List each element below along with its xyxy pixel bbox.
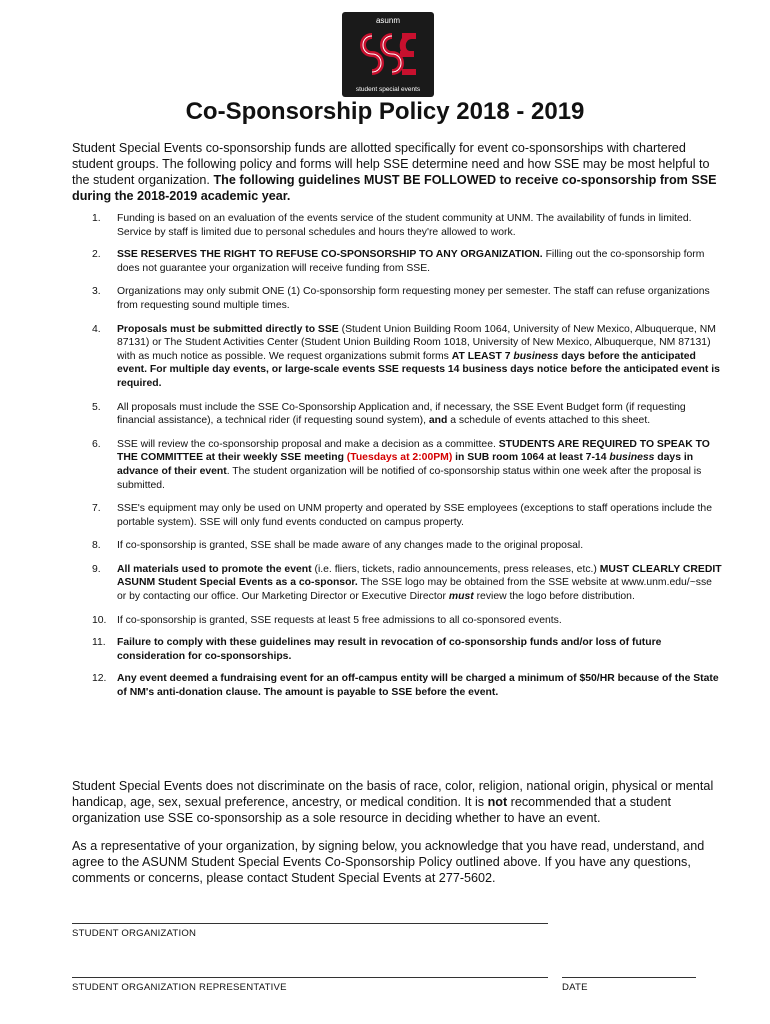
policy-item-text [117,502,724,529]
policy-item-text [117,563,724,604]
policy-item-segment: MUST CLEARLY CREDIT ASUNM Student Special Events as a co-sponsor. [117,563,722,589]
policy-item [72,614,724,628]
policy-item [72,672,724,699]
intro-bold-text: The following guidelines MUST BE FOLLOWED to receive co-sponsorship from SSE during the 2018-2019 academic year. [72,173,717,203]
policy-item-segment: STUDENTS ARE REQUIRED TO SPEAK TO THE COMMITTEE at their weekly SSE meeting [117,438,710,464]
date-line[interactable] [562,977,696,978]
policy-item-segment: All proposals must include the SSE Co-Sponsorship Application and, if necessary, the SSE Event Budget form (if requesting financial assistance), a technical rider (if requesting sound system), [117,401,686,427]
policy-item-number: 7. [92,503,101,515]
policy-item-segment: If co-sponsorship is granted, SSE shall be made aware of any changes made to the original proposal. [117,540,584,552]
policy-item-segment: in SUB room 1064 at least 7-14 [452,452,610,464]
organization-signature-line[interactable] [72,923,548,924]
policy-item-number: 1. [92,213,101,224]
policy-item-segment: AT LEAST 7 [451,350,514,362]
policy-item-number: 8. [92,540,101,552]
non-discrimination-paragraph [72,778,722,826]
policy-item-segment: Funding is based on an evaluation of the events service of the student community at UNM. The availability of funds in limited. Service by staff is limited due to personal schedules and hours they're allowed to work. [117,213,692,238]
intro-text: Student Special Events co-sponsorship funds are allotted specifically for event co-sponsorships with chartered student groups. The following policy and forms will help SSE determine need and how SSE may be most helpful to the student organization. [72,141,710,187]
policy-item-segment: business [609,452,655,464]
intro-paragraph [72,140,722,204]
policy-item-segment: Organizations may only submit ONE (1) Co-sponsorship form requesting money per semester. The staff can refuse organizations from requesting sound multiple times. [117,286,710,311]
policy-item-segment: days before the anticipated event. For multiple day events, or large-scale events SSE requests 14 business days notice before the anticipated event is required. [117,350,720,389]
policy-item [72,323,724,391]
policy-item-segment: Filling out the co-sponsorship form does not guarantee your organization will receive funding from SSE. [117,249,705,274]
policy-item-text [117,212,724,239]
policy-item [72,248,724,275]
policy-item-segment: All materials used to promote the event [117,563,312,575]
policy-item-number: 11. [92,637,106,649]
policy-item-text [117,285,724,312]
policy-item-segment: Proposals must be submitted directly to SSE [117,323,339,335]
policy-item-text [117,248,724,275]
policy-item-segment: SSE's equipment may only be used on UNM property and operated by SSE employees (exceptions to staff operations include the portable system). SSE will only fund events conducted on campus property. [117,503,712,528]
policy-item-text [117,539,724,553]
policy-item-segment: and [428,415,448,427]
policy-item-segment: If co-sponsorship is granted, SSE requests at least 5 free admissions to all co-sponsored events. [117,614,562,626]
policy-item-text [117,614,724,628]
policy-item-segment: a schedule of events attached to this sheet. [447,415,651,427]
nd-bold: not [487,795,508,809]
policy-item-number: 2. [92,249,101,261]
policy-item-segment: review the logo before distribution. [473,591,635,603]
policy-item-segment: SSE will review the co-sponsorship proposal and make a decision as a committee. [117,438,499,450]
policy-item-text [117,636,724,663]
policy-item-segment: Any event deemed a fundraising event for an off-campus entity will be charged a minimum of $50/HR because of the State of NM's anti-donation clause. The amount is payable to SSE before the event. [117,673,719,699]
policy-list [72,212,724,700]
policy-item-segment: Failure to comply with these guidelines may result in revocation of co-sponsorship funds and/or loss of future consideration for co-sponsorships. [117,637,662,662]
policy-item-segment: business [513,350,559,362]
policy-item [72,285,724,312]
policy-item-segment: must [448,591,474,603]
policy-item-segment: The SSE logo may be obtained from the SSE website at www.unm.edu/~sse or by contacting our office. Our Marketing Director or Executive Director [117,577,712,603]
policy-item-segment: (Tuesdays at 2:00PM) [346,452,453,464]
policy-item-number: 3. [92,286,101,298]
logo-bottom-text: student special events [355,86,421,93]
policy-item-number: 9. [92,563,101,575]
policy-item-number: 5. [92,401,101,413]
policy-item-text [117,438,724,492]
date-label: DATE [562,982,588,993]
representative-label: STUDENT ORGANIZATION REPRESENTATIVE [72,982,287,993]
representative-signature-line[interactable] [72,977,548,978]
policy-item [72,636,724,663]
nd-text-1: Student Special Events does not discriminate on the basis of race, color, religion, national origin, physical or mental handicap, age, sex, sexual preference, ancestry, or medical condition. It is [72,779,714,809]
policy-item-segment: SSE RESERVES THE RIGHT TO REFUSE CO-SPONSORSHIP TO ANY ORGANIZATION. [117,249,543,261]
policy-item [72,539,724,553]
policy-item-number: 10. [92,614,107,626]
policy-item [72,212,724,239]
policy-item [72,438,724,492]
policy-item-text [117,401,724,428]
nd-text-2: recommended that a student organization use SSE co-sponsorship as a sole resource in deciding whether to have an event. [72,795,672,825]
acknowledgement-paragraph: As a representative of your organization, by signing below, you acknowledge that you have read, understand, and agree to the ASUNM Student Special Events Co-Sponsorship Policy outlined above. If you have any questions, comments or concerns, please contact Student Special Events at 277-5602. [72,839,705,885]
policy-item-text [117,672,724,699]
organization-label: STUDENT ORGANIZATION [72,928,197,939]
policy-item [72,502,724,529]
policy-item [72,401,724,428]
policy-item-segment: . The student organization will be notified of co-sponsorship status within one week after the proposal is submitted. [117,465,702,491]
policy-item-segment: (i.e. fliers, tickets, radio announcements, press releases, etc.) [311,563,600,575]
policy-item-number: 4. [92,323,101,335]
policy-item-text [117,323,724,391]
policy-item-segment: (Student Union Building Room 1064, University of New Mexico, Albuquerque, NM 87131) or The Student Activities Center (Student Union Building Room 1018, University of New Mexico, Albuquerque, NM 87131) with as much notice as possible. We request organizations submit forms [117,323,716,362]
sse-logo [342,12,434,97]
policy-item-number: 6. [92,438,101,450]
policy-item-number: 12. [92,673,107,685]
logo-top-text: asunm [375,16,401,25]
policy-item-segment: days in advance of their event [117,452,694,477]
policy-item [72,563,724,604]
page-title: Co-Sponsorship Policy 2018 - 2019 [185,98,585,125]
